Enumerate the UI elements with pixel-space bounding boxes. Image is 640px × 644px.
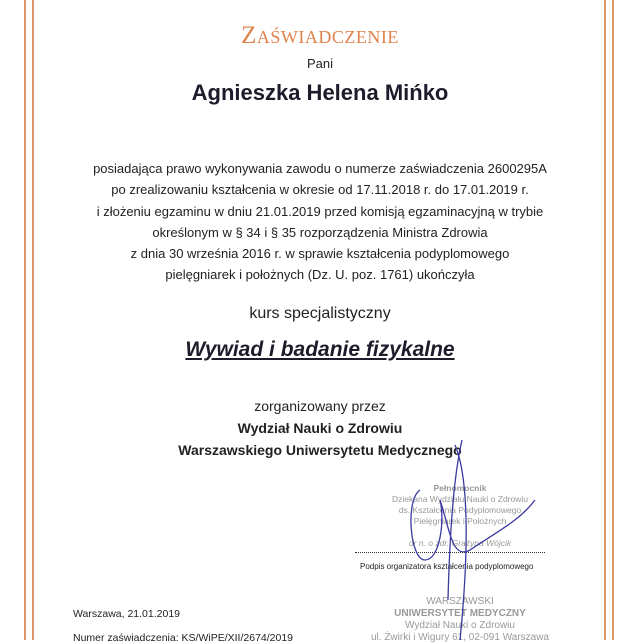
signature-caption: Podpis organizatora kształcenia podyplomowego (360, 562, 534, 571)
body-line: określonym w § 34 i § 35 rozporządzenia Ministra Zdrowia (152, 224, 488, 240)
organized-by: zorganizowany przez (254, 398, 386, 414)
stamp-line: Wydział Nauki o Zdrowiu (405, 620, 515, 631)
place-and-date: Warszawa, 21.01.2019 (73, 608, 181, 620)
body-line: po zrealizowaniu kształcenia w okresie od 17.11.2018 r. do 17.01.2019 r. (111, 182, 529, 198)
body-line: z dnia 30 września 2016 r. w sprawie kształcenia podyplomowego (130, 246, 510, 262)
body-line: i złożeniu egzaminu w dniu 21.01.2019 przed komisją egzaminacyjną w trybie (96, 203, 544, 219)
certificate-title: Zaświadczenie (241, 22, 399, 49)
stamp-line: Dziekana Wydziału Nauki o Zdrowiu (392, 494, 528, 504)
course-type: kurs specjalistyczny (249, 305, 391, 322)
certificate-number: Numer zaświadczenia: KS/WiPE/XII/2674/2019 (73, 632, 294, 644)
stamp-line: dr n. o zdr. Grażyna Wójcik (408, 538, 512, 548)
salutation: Pani (306, 56, 334, 71)
stamp-line: ds. Kształcenia Podyplomowego (398, 505, 522, 515)
organizer-university: Warszawskiego Uniwersytetu Medycznego (178, 442, 462, 458)
body-line: pielęgniarek i położnych (Dz. U. poz. 1761) ukończyła (165, 267, 475, 283)
organizer-faculty: Wydział Nauki o Zdrowiu (237, 420, 403, 436)
course-name: Wywiad i badanie fizykalne (185, 338, 455, 361)
stamp-line: ul. Żwirki i Wigury 61, 02-091 Warszawa (370, 632, 549, 643)
stamp-line: WARSZAWSKI (426, 596, 494, 607)
stamp-line: Pielęgniarek i Położnych (413, 516, 507, 526)
body-line: posiadająca prawo wykonywania zawodu o numerze zaświadczenia 2600295A (93, 161, 547, 176)
stamp-line: Pełnomocnik (433, 483, 487, 493)
recipient-name: Agnieszka Helena Mińko (191, 80, 449, 105)
stamp-line: UNIWERSYTET MEDYCZNY (394, 608, 526, 619)
